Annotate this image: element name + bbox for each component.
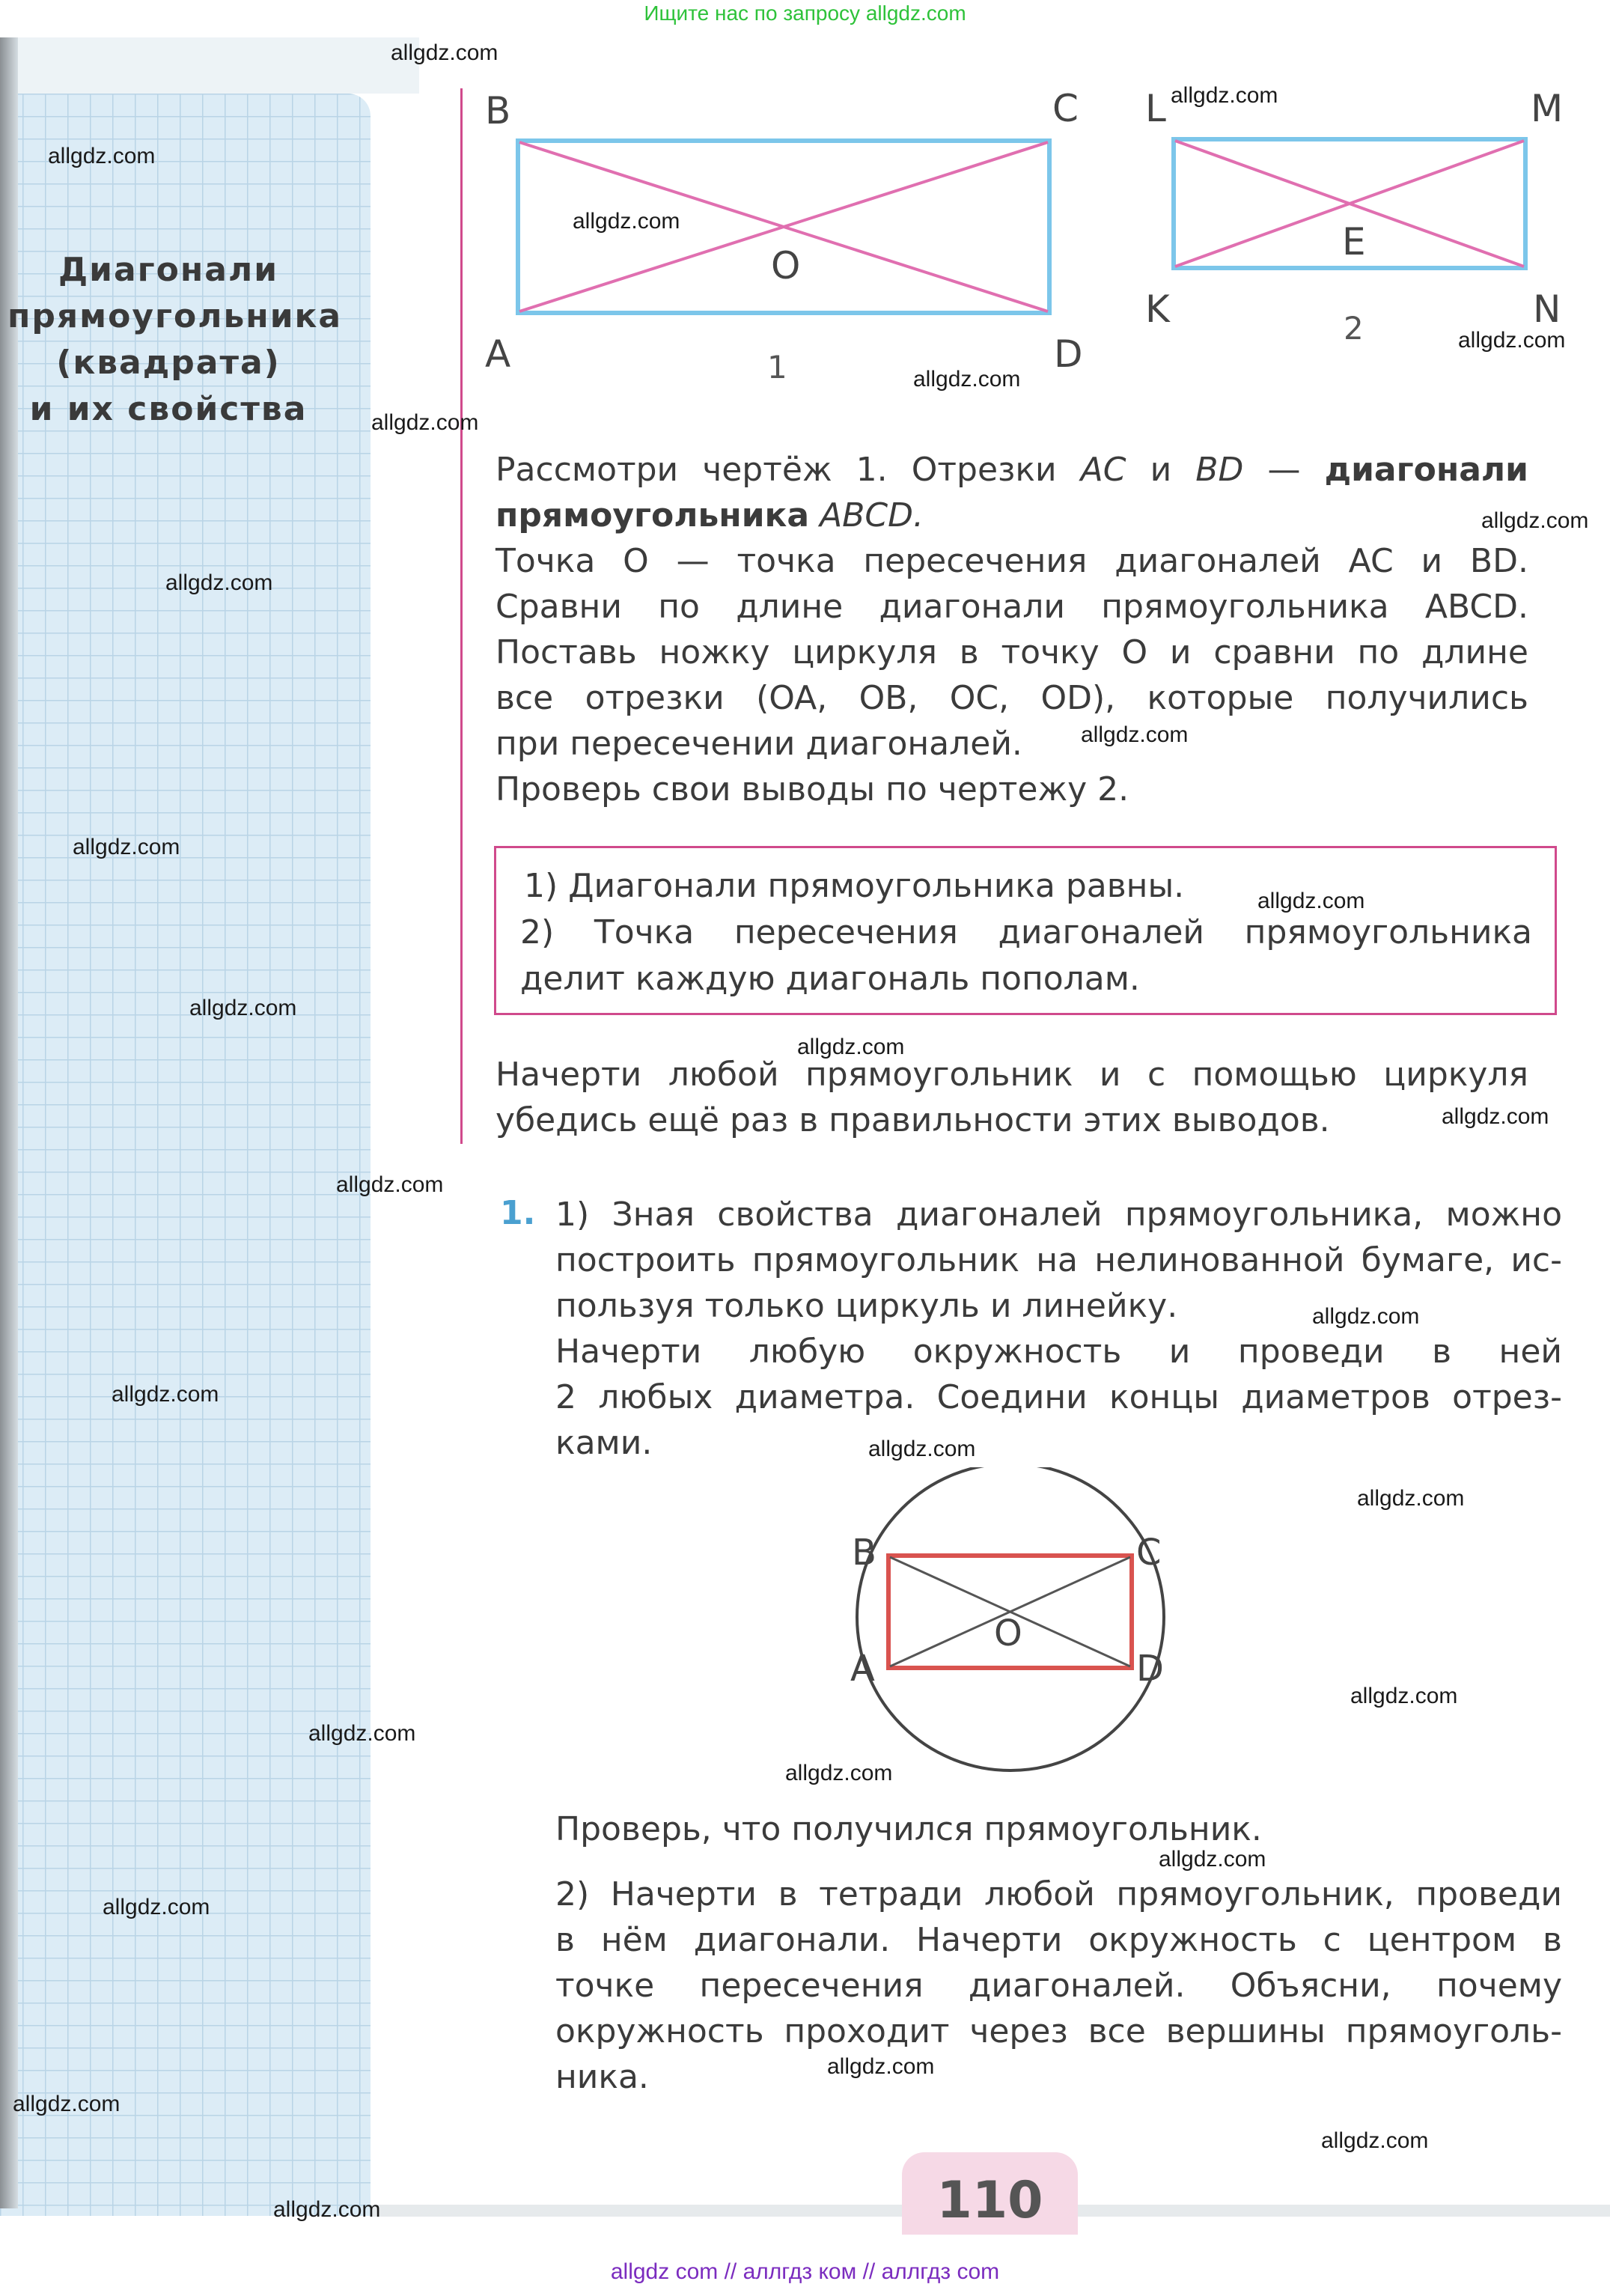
task-line-1: 1) Зная свойства диагоналей прямоугольника, можно: [555, 1196, 1562, 1234]
title-line: и их свойства: [29, 390, 308, 428]
intro-line-6: все отрезки (OA, OB, OC, OD), которые получились: [495, 679, 1528, 717]
intro-line-2: прямоугольника ABCD.: [495, 496, 924, 535]
watermark: allgdz.com: [112, 1382, 219, 1407]
title-line: прямоугольника: [7, 297, 343, 335]
circle-label-a: A: [850, 1648, 875, 1690]
circle-label-o: O: [994, 1613, 1022, 1654]
intro-line-3: Точка O — точка пересечения диагоналей AC и BD.: [495, 542, 1528, 580]
watermark: allgdz.com: [1357, 1486, 1465, 1511]
draw-line-1: Начерти любой прямоугольник и с помощью циркуля: [495, 1056, 1528, 1094]
circle-label-d: D: [1136, 1648, 1164, 1690]
top-banner[interactable]: Ищите нас по запросу allgdz.com: [644, 1, 966, 25]
part2-line-4: окружность проходит через все вершины прямоуголь-: [555, 2012, 1562, 2050]
watermark: allgdz.com: [73, 835, 180, 859]
part2-line-2: в нём диагонали. Начерти окружность с центром в: [555, 1921, 1562, 1959]
check-line: Проверь, что получился прямоугольник.: [555, 1810, 1262, 1848]
figure-2: [1145, 87, 1563, 347]
watermark: allgdz.com: [1081, 722, 1189, 747]
part2-line-1: 2) Начерти в тетради любой прямоугольник, проведи: [555, 1875, 1562, 1913]
watermark: allgdz.com: [371, 410, 479, 435]
label-l: L: [1145, 87, 1166, 130]
watermark: allgdz.com: [1312, 1304, 1420, 1329]
watermark: allgdz.com: [573, 209, 680, 234]
label-c: C: [1052, 87, 1079, 130]
intro-line-1: Рассмотри чертёж 1. Отрезки AC и BD — диагонали: [495, 451, 1528, 489]
label-k: K: [1145, 287, 1170, 331]
intro-line-8: Проверь свои выводы по чертежу 2.: [495, 770, 1129, 809]
rule-line-1: 1) Диагонали прямоугольника равны.: [524, 867, 1185, 905]
draw-line-2: убедись ещё раз в правильности этих выводов.: [495, 1101, 1330, 1139]
watermark: allgdz.com: [827, 2054, 935, 2079]
circle-figure: [823, 1467, 1272, 1782]
part2-line-3: точке пересечения диагоналей. Объясни, почему: [555, 1967, 1562, 2005]
intro-line-7: при пересечении диагоналей.: [495, 725, 1022, 763]
watermark: allgdz.com: [48, 144, 156, 168]
watermark: allgdz.com: [868, 1437, 976, 1461]
watermark: allgdz.com: [1481, 508, 1589, 533]
watermark: allgdz.com: [1350, 1684, 1458, 1708]
intro-line-4: Сравни по длине диагонали прямоугольника ABCD.: [495, 588, 1528, 626]
watermark: allgdz.com: [1159, 1847, 1266, 1872]
watermark: allgdz.com: [308, 1721, 416, 1746]
label-e: E: [1342, 220, 1366, 264]
part2-line-5: ника.: [555, 2058, 649, 2096]
watermark: allgdz.com: [165, 570, 273, 595]
figure-1: [485, 87, 1083, 386]
watermark: allgdz.com: [1257, 889, 1365, 913]
label-m: M: [1531, 87, 1564, 130]
watermark: allgdz.com: [103, 1895, 210, 1919]
task-line-2: построить прямоугольник на нелинованной бумаге, ис-: [555, 1241, 1562, 1279]
watermark: allgdz.com: [189, 996, 297, 1020]
watermark: allgdz.com: [13, 2092, 121, 2116]
title-line: Диагонали: [58, 251, 279, 289]
page-number: 110: [936, 2171, 1043, 2230]
rule-line-3: делит каждую диагональ пополам.: [520, 960, 1140, 998]
watermark: allgdz.com: [785, 1761, 893, 1785]
watermark: allgdz.com: [1321, 2128, 1429, 2153]
watermark: allgdz.com: [797, 1035, 905, 1059]
label-o: O: [771, 244, 801, 287]
figure-2-caption: 2: [1344, 310, 1364, 347]
label-n: N: [1533, 287, 1561, 331]
footer-links[interactable]: allgdz com // аллгдз ком // аллгдз com: [610, 2259, 1000, 2284]
label-d: D: [1054, 332, 1083, 376]
figure-1-caption: 1: [767, 349, 787, 386]
watermark: allgdz.com: [913, 367, 1021, 392]
task-line-5: 2 любых диаметра. Соедини концы диаметров отрез-: [555, 1378, 1562, 1416]
label-a: A: [485, 332, 511, 376]
intro-line-5: Поставь ножку циркуля в точку O и сравни по длине: [495, 633, 1528, 672]
watermark: allgdz.com: [391, 40, 498, 65]
task-line-4: Начерти любую окружность и проведи в ней: [555, 1333, 1562, 1371]
watermark: allgdz.com: [1171, 83, 1278, 108]
watermark: allgdz.com: [1442, 1104, 1549, 1129]
rule-line-2: 2) Точка пересечения диагоналей прямоугольника: [520, 913, 1532, 951]
task-line-3: пользуя только циркуль и линейку.: [555, 1287, 1178, 1325]
watermark: allgdz.com: [1458, 328, 1566, 353]
watermark: allgdz.com: [336, 1172, 444, 1197]
circle-label-b: B: [852, 1532, 876, 1574]
title-line: (квадрата): [56, 344, 281, 382]
label-b: B: [485, 89, 511, 133]
task-line-6: ками.: [555, 1424, 653, 1462]
watermark: allgdz.com: [273, 2197, 381, 2222]
task-number: 1.: [500, 1194, 536, 1232]
circle-label-c: C: [1136, 1532, 1162, 1574]
figures-rectangles: [0, 0, 1610, 419]
